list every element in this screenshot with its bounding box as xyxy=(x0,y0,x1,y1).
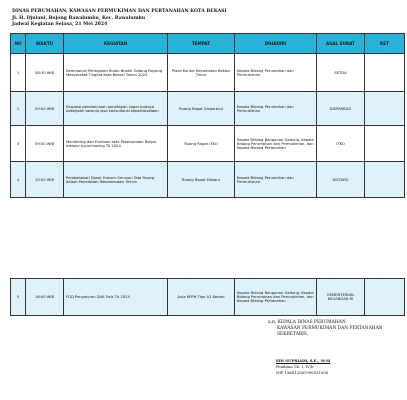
cell-dihadiri: Kepala Bidang Perumahan dan Permukiman xyxy=(235,162,317,198)
table-row xyxy=(11,54,405,92)
cell-waktu: 10:00 WIB xyxy=(26,162,64,198)
cell-waktu: 08:30 WIB xyxy=(26,54,64,92)
cell-tempat: Plaza Kantor Kecamatan Bekasi Timur xyxy=(168,54,235,92)
cell-kegiatan: Seremonial Peringatan Bulan Bhakti Gotong Royong Masyarakat Tingkat Kota Bekasi Tahun 2024 xyxy=(64,54,168,92)
cell-asal-surat: DISTARU xyxy=(317,162,365,198)
col-header-no: NO xyxy=(11,34,26,54)
agency-address: Jl. H. Djuiani, Bojong Rawalumbu, Kec. Rawalumbu xyxy=(12,15,146,21)
cell-ket xyxy=(365,126,405,162)
cell-dihadiri: Kepala Bidang Perumahan dan Permukiman xyxy=(235,92,317,126)
cell-kegiatan: Pembahasan Dasar Hukum Gerusan Tata Ruang dalam Penerbitan Rekomendasi Teknis xyxy=(64,162,168,198)
cell-waktu: 16:00 WIB xyxy=(26,279,64,316)
agency-name: DINAS PERUMAHAN, KAWASAN PERMUKIMAN DAN PERTANAHAN KOTA BEKASI xyxy=(12,9,227,14)
cell-asal-surat: ITKO xyxy=(317,126,365,162)
cell-dihadiri: Kepala Bidang Bangunan Gedung, Kepala Bidang Perumahan dan Permukiman, dan Kepala Bidang Pertanahan xyxy=(235,279,317,316)
table-row xyxy=(11,92,405,126)
table-row xyxy=(11,279,405,316)
schedule-date: Jadwal Kegiatan Selasa, 21 Mei 2024 xyxy=(12,22,108,28)
col-header-kegiatan: KEGIATAN xyxy=(64,34,168,54)
cell-tempat: Aula KPPN Tipe A1 Bekasi xyxy=(168,279,235,316)
cell-ket xyxy=(365,54,405,92)
cell-ket xyxy=(365,162,405,198)
col-header-waktu: WAKTU xyxy=(26,34,64,54)
cell-dihadiri: Kepala Bidang Bangunan Gedung, Kepala Bidang Perumahan dan Permukiman, dan Kepala Bidang Pertanahan xyxy=(235,126,317,162)
cell-kegiatan: Monitoring dan Evaluasi atas Pelaksanaan Barjas melalui e-purchasing TA 2024 xyxy=(64,126,168,162)
cell-tempat: Ruang Rapat Distaru xyxy=(168,162,235,198)
signature-block xyxy=(268,320,383,339)
document-header xyxy=(12,9,227,29)
cell-waktu: 09:00 WIB xyxy=(26,126,64,162)
cell-kegiatan: FGD Penyaluran DAK Fisik TA 2024 xyxy=(64,279,168,316)
signature-title-line2: KAWASAN PERMUKIMAN DAN PERTANAHAN xyxy=(277,326,383,332)
table-row xyxy=(11,162,405,198)
cell-dihadiri: Kepala Bidang Perumahan dan Permukiman xyxy=(235,54,317,92)
cell-kegiatan: Ekspose pendahuluan penetapan cagar budaya pekerjaan belanja jasa konsultansi kepariwisataan xyxy=(64,92,168,126)
cell-ket xyxy=(365,279,405,316)
signature-title-line3: SEKRETARIS, xyxy=(277,332,309,338)
col-header-asal-surat: ASAL SURAT xyxy=(317,34,365,54)
signatory-name: EDI SUPRIADI, S.E., M.Si xyxy=(276,358,331,363)
table-row xyxy=(11,126,405,162)
cell-asal-surat: KEMENTERIAN KEUANGAN RI xyxy=(317,279,365,316)
cell-no: 5 xyxy=(11,279,26,316)
cell-ket xyxy=(365,92,405,126)
col-header-dihadiri: DIHADIRI xyxy=(235,34,317,54)
schedule-table xyxy=(10,33,405,198)
cell-no: 3 xyxy=(11,126,26,162)
cell-tempat: Ruang Rapat Disparbud xyxy=(168,92,235,126)
cell-asal-surat: SETDA xyxy=(317,54,365,92)
signatory-rank: Pembina TK. I, IV/b xyxy=(276,364,314,369)
cell-no: 4 xyxy=(11,162,26,198)
schedule-table-continued xyxy=(10,278,405,316)
cell-waktu: 09:00 WIB xyxy=(26,92,64,126)
cell-no: 2 xyxy=(11,92,26,126)
table-header-row xyxy=(11,34,405,54)
cell-asal-surat: DISPARBUD xyxy=(317,92,365,126)
signatory-details xyxy=(276,358,330,376)
signatory-nip: NIP 196812061990031006 xyxy=(276,370,329,375)
cell-tempat: Ruang Rapat ITKO xyxy=(168,126,235,162)
col-header-ket: KET xyxy=(365,34,405,54)
col-header-tempat: TEMPAT xyxy=(168,34,235,54)
cell-no: 1 xyxy=(11,54,26,92)
signature-title-line1: a.n. KEPALA DINAS PERUMAHAN, xyxy=(268,320,347,325)
